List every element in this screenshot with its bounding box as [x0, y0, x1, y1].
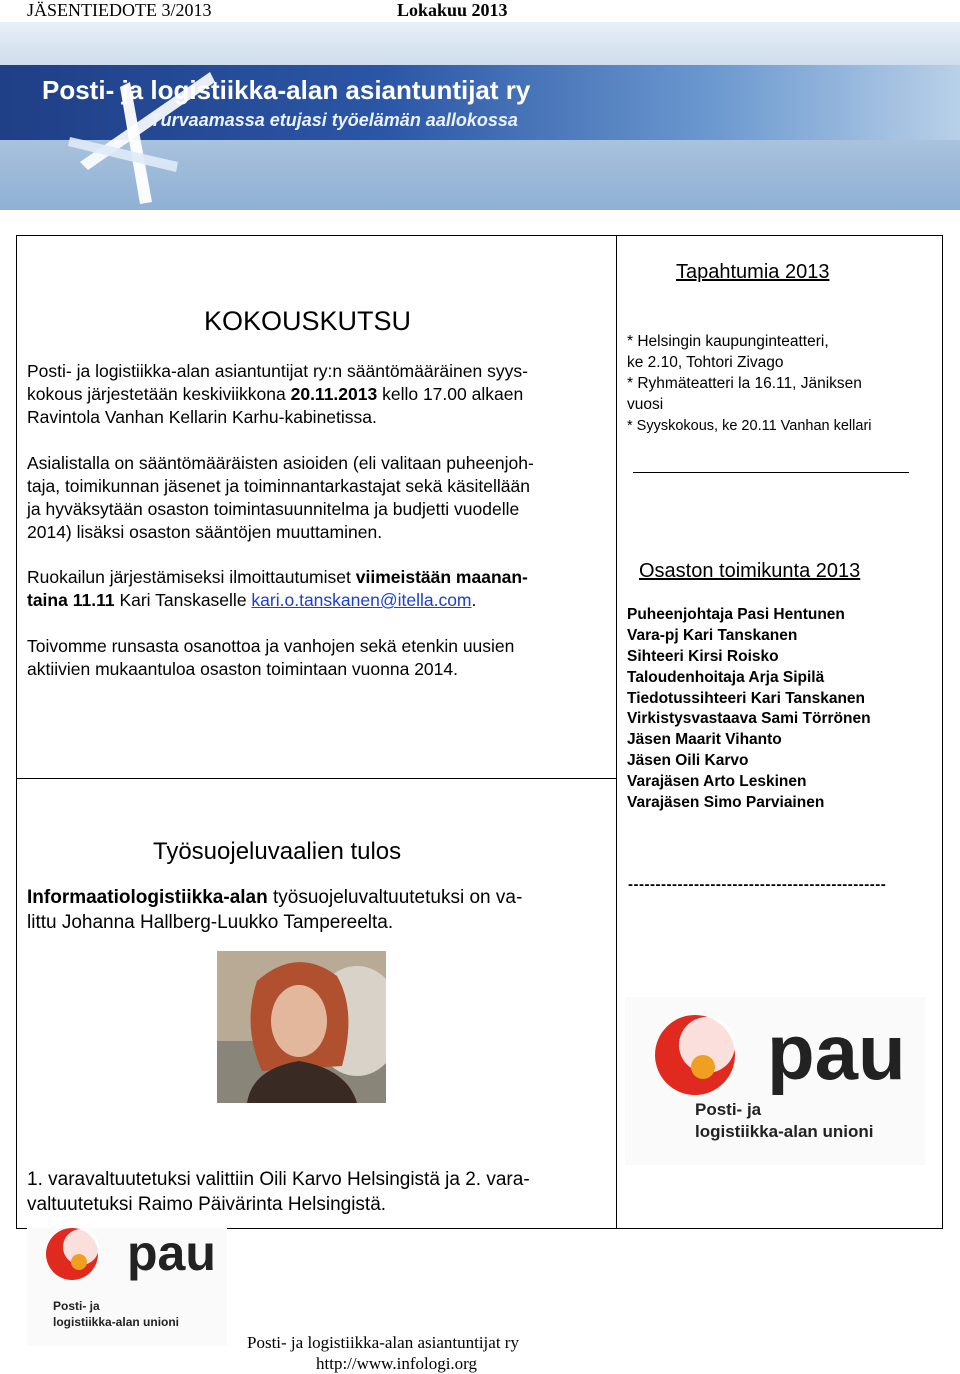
member-item: Varajäsen Arto Leskinen — [627, 773, 807, 790]
text-run: kello 17.00 alkaen — [377, 384, 524, 404]
pau-word: pau — [767, 1008, 906, 1096]
tulos-p2-line2: valtuutetuksi Raimo Päivärinta Helsingistä. — [27, 1194, 387, 1215]
member-item: Taloudenhoitaja Arja Sipilä — [627, 669, 825, 686]
kokouskutsu-p2-line2: taja, toimikunnan jäsenet ja toiminnantarkastajat sekä käsitellään — [27, 476, 530, 496]
event-line: * Helsingin kaupunginteatteri, — [627, 333, 829, 350]
toimikunta-heading: Osaston toimikunta 2013 — [639, 560, 861, 582]
separator-line — [633, 472, 909, 473]
event-line: * Ryhmäteatteri la 16.11, Jäniksen — [627, 375, 862, 392]
kokouskutsu-p2-line3: ja hyväksytään osaston toimintasuunnitelma ja budjetti vuodelle — [27, 499, 520, 519]
member-item: Virkistysvastaava Sami Törrönen — [627, 710, 871, 727]
member-item: Puheenjohtaja Pasi Hentunen — [627, 606, 845, 623]
member-item: Varajäsen Simo Parviainen — [627, 794, 825, 811]
kokouskutsu-p1-line2 — [27, 383, 523, 406]
kokouskutsu-p1-line1: Posti- ja logistiikka-alan asiantuntijat ry:n sääntömääräinen syys- — [27, 361, 528, 381]
banner — [0, 22, 960, 210]
footer-url[interactable]: http://www.infologi.org — [316, 1354, 478, 1373]
text-run: työsuojeluvaltuutetuksi on va- — [267, 887, 523, 908]
event-line: * Syyskokous, ke 20.11 Vanhan kellari — [627, 418, 872, 434]
pau-line1: Posti- ja — [695, 1100, 762, 1119]
tulos-p2-line1: 1. varavaltuutetuksi valittiin Oili Karvo Helsingistä ja 2. vara- — [27, 1169, 530, 1190]
text-run: Informaatiologistiikka-alan — [27, 887, 268, 908]
kokouskutsu-p2-line1: Asialistalla on sääntömääräisten asioiden (eli valitaan puheenjoh- — [27, 453, 534, 473]
issue-month: Lokakuu 2013 — [397, 0, 508, 20]
kokouskutsu-p1-line3: Ravintola Vanhan Kellarin Karhu-kabinetissa. — [27, 407, 377, 427]
tulos-p1-line2: littu Johanna Hallberg-Luukko Tampereelta. — [27, 912, 394, 933]
footer-org: Posti- ja logistiikka-alan asiantuntijat ry — [247, 1333, 519, 1352]
kokouskutsu-p4-line1: Toivomme runsasta osanottoa ja vanhojen sekä etenkin uusien — [27, 636, 515, 656]
pau-logo-small — [27, 1228, 227, 1346]
deadline-text: viimeistään maanan- — [355, 567, 528, 587]
pau-line1-small: Posti- ja — [53, 1299, 100, 1313]
member-item: Tiedotussihteeri Kari Tanskanen — [627, 690, 866, 707]
pau-line2: logistiikka-alan unioni — [695, 1122, 874, 1141]
text-run: kokous järjestetään keskiviikkona — [27, 384, 291, 404]
meeting-date: 20.11.2013 — [290, 384, 378, 404]
member-item: Sihteeri Kirsi Roisko — [627, 648, 779, 665]
deadline-date: taina 11.11 — [27, 590, 115, 610]
member-item: Jäsen Oili Karvo — [627, 752, 749, 769]
pau-logo — [625, 997, 925, 1165]
member-item: Jäsen Maarit Vihanto — [627, 731, 782, 748]
event-line: vuosi — [627, 396, 664, 413]
pau-line2-small: logistiikka-alan unioni — [53, 1315, 180, 1329]
banner-title: Posti- ja logistiikka-alan asiantuntijat ry — [42, 75, 531, 105]
dashed-separator: ----------------------------------------------- — [628, 876, 887, 893]
kokouskutsu-p4-line2: aktiivien mukaantuloa osaston toimintaan vuonna 2014. — [27, 659, 458, 679]
issue-header — [27, 0, 547, 22]
kokouskutsu-p3-line2 — [27, 589, 476, 612]
tulos-heading: Työsuojeluvaalien tulos — [153, 838, 402, 865]
event-line: ke 2.10, Tohtori Zivago — [627, 354, 784, 371]
newsletter-issue: JÄSENTIEDOTE 3/2013 — [27, 0, 212, 20]
text-run: Ruokailun järjestämiseksi ilmoittautumiset — [27, 567, 356, 587]
kokouskutsu-p3-line1 — [27, 566, 528, 589]
text-run: . — [471, 590, 477, 610]
email-link[interactable]: kari.o.tanskanen@itella.com — [251, 590, 472, 610]
column-divider — [616, 235, 617, 1229]
kokouskutsu-heading: KOKOUSKUTSU — [204, 306, 412, 336]
member-item: Vara-pj Kari Tanskanen — [627, 627, 798, 644]
tulos-p1-line1 — [27, 885, 522, 910]
pau-word-small: pau — [127, 1228, 216, 1281]
portrait-photo-icon — [217, 951, 386, 1103]
kokouskutsu-p2-line4: 2014) lisäksi osaston sääntöjen muuttaminen. — [27, 522, 383, 542]
tapahtumia-heading: Tapahtumia 2013 — [676, 261, 830, 283]
banner-slogan: Turvaamassa etujasi työelämän aallokossa — [150, 110, 518, 130]
row-divider — [16, 778, 617, 779]
text-run: Kari Tanskaselle — [114, 590, 252, 610]
